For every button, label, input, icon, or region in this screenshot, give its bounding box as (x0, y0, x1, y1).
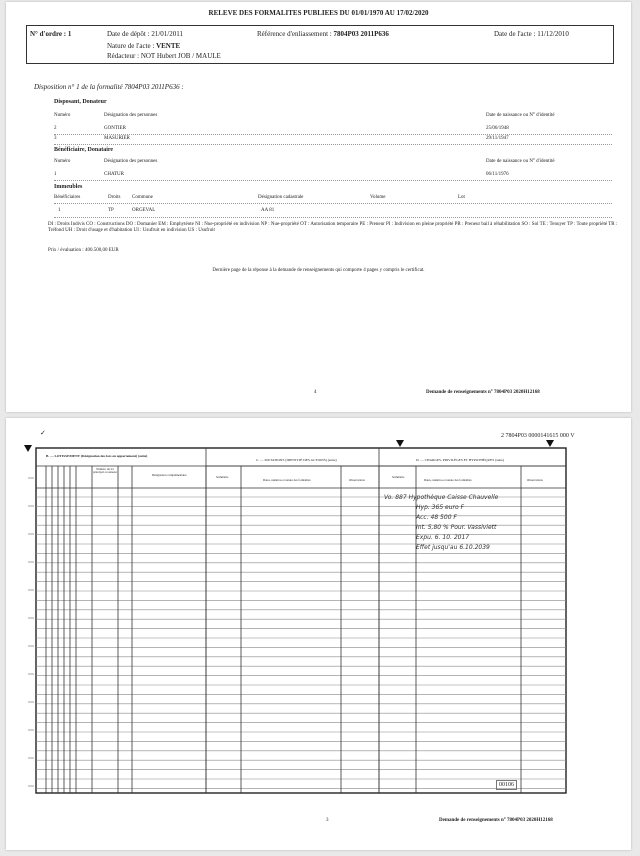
immeubles-col-commune: Commune (132, 195, 153, 200)
beneficiaire-row-nom: CHATUR (104, 172, 125, 177)
handwritten-line: Vo. 887 Hypothèque Caisse Chauvelle (384, 494, 499, 501)
beneficiaire-col-designation: Désignation des personnes (104, 159, 158, 164)
immeubles-row-beneficiaires: 1 (58, 208, 61, 213)
page-number: 3 (326, 818, 329, 823)
dotted-rule (54, 144, 612, 145)
ordre-number: N° d'ordre : 1 (30, 30, 72, 38)
derniere-page-note: Dernière page de la réponse à la demande de renseignements qui comporte 4 pages y compris le certificat. (212, 268, 425, 273)
date-depot: Date de dépôt : 21/01/2011 (107, 30, 183, 38)
immeubles-row-droits: TP (108, 208, 114, 213)
disposant-row-numero: 2 (54, 126, 57, 131)
formality-header-box (26, 25, 614, 64)
footer-reference: Demande de renseignements n° 7804P03 2020H12168 (439, 818, 553, 823)
corner-reference: 2 7804P03 0000141615 000 V (501, 433, 575, 439)
handwritten-line: Acc. 48 500 F (416, 514, 457, 521)
disposant-row-nom: GONTIER (104, 126, 126, 131)
disposant-row-date: 29/11/1947 (486, 136, 509, 141)
handwritten-line: Hyp. 365 euro F (416, 504, 465, 511)
disposant-row-numero: 3 (54, 136, 57, 141)
section-d-title: D. — CHARGES, PRIVILÈGES ET HYPOTHÈQUES (suite) (416, 458, 505, 462)
dotted-rule (54, 180, 612, 181)
nature-acte: Nature de l'acte : VENTE (107, 42, 181, 50)
d-dates-header: Dates, numéros et nature des formalités (424, 478, 472, 482)
immeubles-col-droits: Droits (108, 195, 121, 200)
immeubles-col-beneficiaires: Bénéficiaires (54, 195, 81, 200)
document-title: RELEVE DES FORMALITES PUBLIEES DU 01/01/1970 AU 17/02/2020 (208, 9, 429, 17)
handwritten-line: Effet jusqu'au 6.10.2039 (416, 544, 490, 551)
handwritten-line: Expu. 6. 10. 2017 (416, 534, 470, 541)
disposant-row-date: 25/06/1948 (486, 126, 509, 131)
register-page-3 (6, 418, 631, 850)
c-observations-header: Observations (349, 478, 365, 482)
immeubles-title: Immeubles (54, 184, 83, 190)
designation-header: Désignation complémentaire (152, 473, 187, 477)
beneficiaire-col-date: Date de naissance ou N° d'identité (486, 159, 555, 164)
immeubles-col-lot: Lot (458, 195, 465, 200)
section-b-title: B. — LOTISSEMENT (Désignation des lots en appartement) (suite) (46, 454, 148, 458)
immeubles-col-volume: Volume (370, 195, 386, 200)
disposant-row-nom: MASURIER (104, 136, 130, 141)
beneficiaire-row-date: 06/11/1976 (486, 172, 509, 177)
redacteur: Rédacteur : NOT Hubert JOB / MAULE (107, 52, 221, 60)
disposant-col-designation: Désignation des personnes (104, 113, 158, 118)
handwritten-line: Int. 5,80 % Pour. Vassiviett (416, 524, 497, 531)
immeubles-col-cadastrale: Désignation cadastrale (258, 195, 304, 200)
beneficiaire-col-numero: Numéro (54, 159, 71, 164)
dotted-rule (54, 203, 612, 204)
immeubles-row-commune: ORGEVAL (132, 208, 156, 213)
corner-mark: ✓ (40, 429, 46, 437)
prix-evaluation: Prix / évaluation : 400.500,00 EUR (48, 248, 119, 253)
disposant-col-date: Date de naissance ou N° d'identité (486, 113, 555, 118)
certificate-page-4 (6, 2, 631, 412)
disposant-title: Disposant, Donateur (54, 99, 107, 105)
immeubles-row-cadastrale: AA 81 (261, 208, 275, 213)
register-grid (6, 418, 631, 850)
d-sommaire-header: Sommaire (392, 475, 405, 479)
stamp-number: 00106 (496, 780, 517, 790)
disposition-heading: Disposition n° 1 de la formalité 7804P03 2011P636 : (34, 83, 184, 91)
droits-legend: DI : Droits Indivis CO : Constructions DO : Domanier EM : Emphytéote NI : Nue-propriété en indivision NP : Nue-propriété OT : Autorisation temporaire PE : Preneur PI : Indivision en pleine propriété PR : Preneur bail à réhabilitation SO : Sol TE : Tenuyer TP : Toute propriété TR : Tréfond UH : Droit d'usage et d'habitation UI : Usufruit en indivision US : Usufruit (48, 222, 618, 234)
section-c-title: C. — MUTATIONS (IDENTITÉ DES ACTIONS) (suite) (256, 458, 337, 462)
d-observations-header: Observations (527, 478, 543, 482)
lot-number-header: Numéro du lot principal ou annexe (93, 467, 117, 475)
c-sommaire-header: Sommaire (216, 475, 229, 479)
reference-enliassement: Référence d'enliassement : 7804P03 2011P636 (257, 30, 389, 38)
disposant-col-numero: Numéro (54, 113, 71, 118)
page-number: 4 (314, 390, 317, 395)
dotted-rule (54, 217, 612, 218)
beneficiaire-title: Bénéficiaire, Donataire (54, 147, 114, 153)
beneficiaire-row-numero: 1 (54, 172, 57, 177)
c-dates-header: Dates, numéros et nature des formalités (263, 478, 311, 482)
footer-reference: Demande de renseignements n° 7804P03 2020H12168 (426, 390, 540, 395)
dotted-rule (54, 134, 612, 135)
date-acte: Date de l'acte : 11/12/2010 (494, 30, 569, 38)
